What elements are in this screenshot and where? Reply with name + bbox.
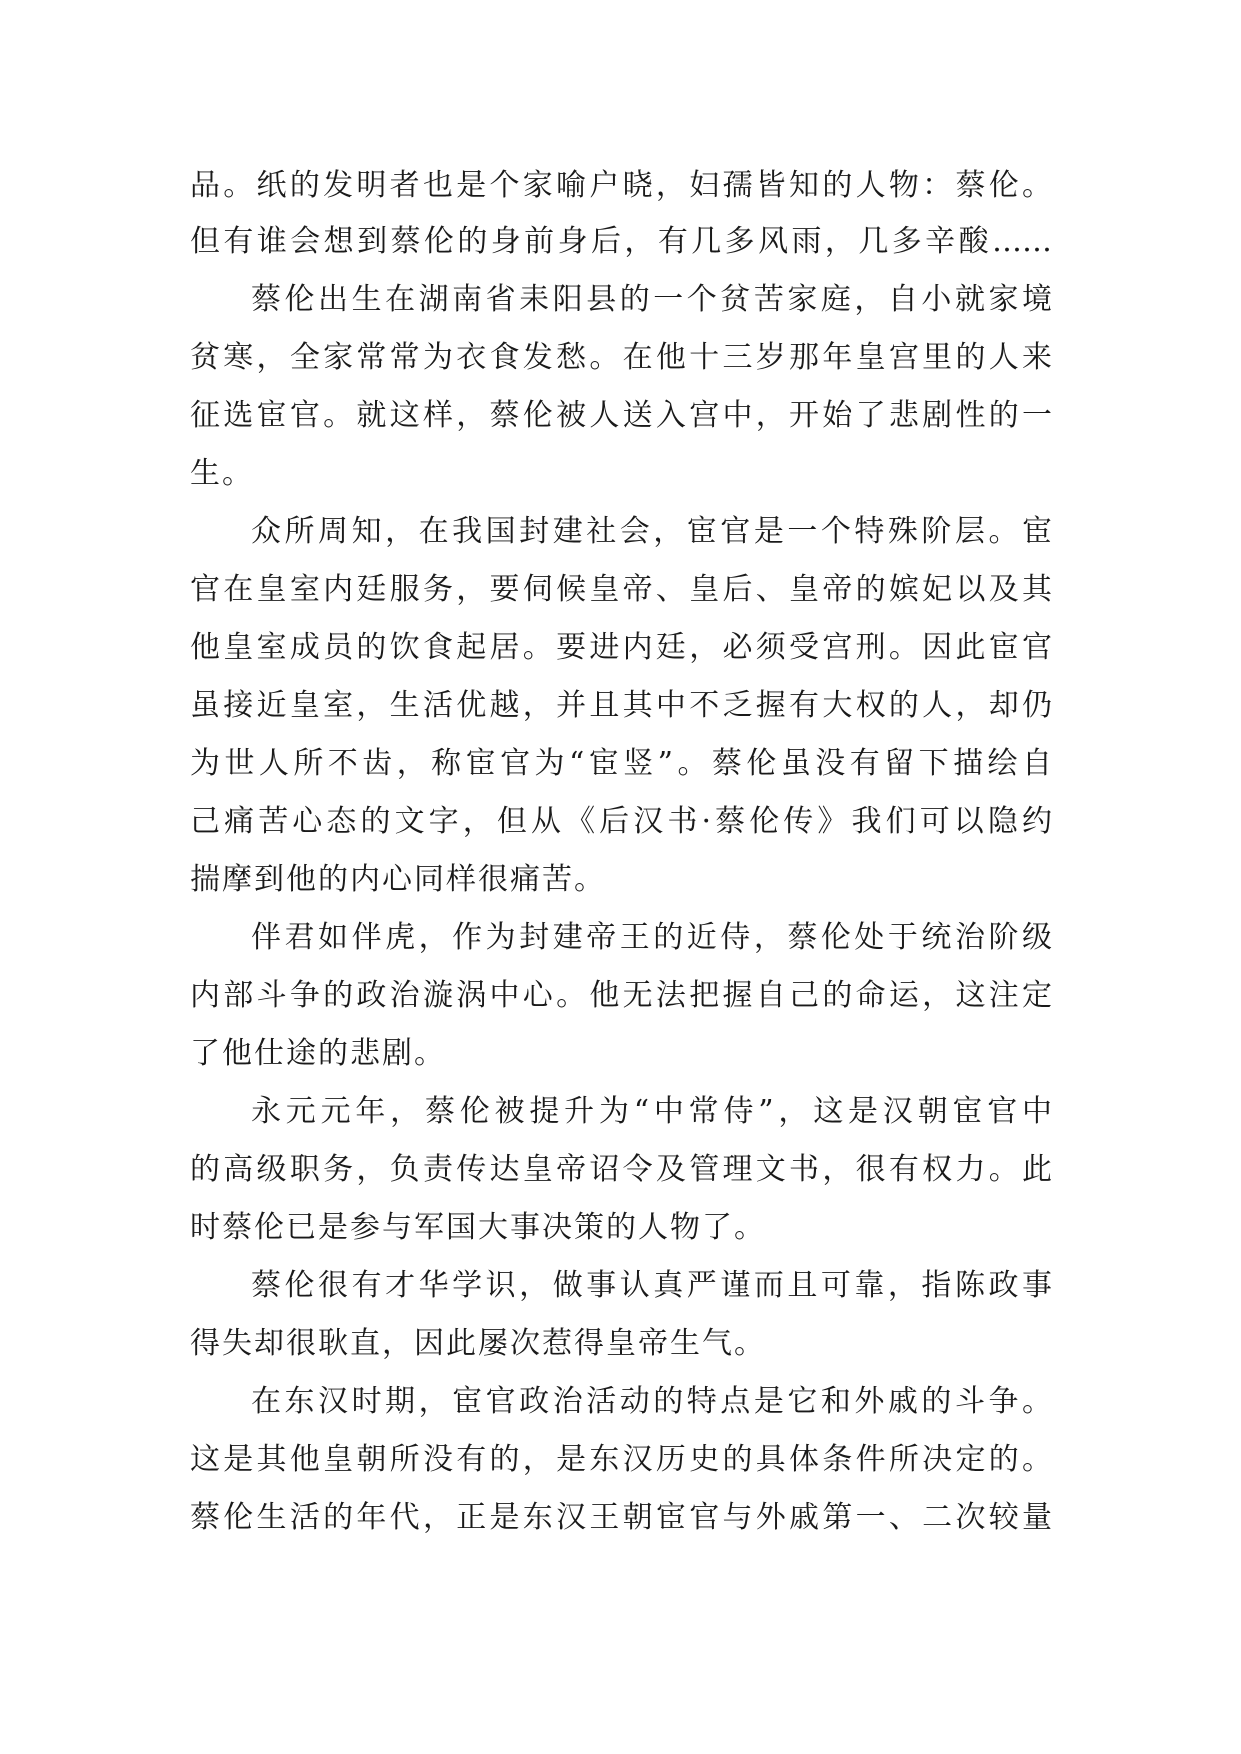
- text-line: 蔡伦很有才华学识，做事认真严谨而且可靠，指陈政事: [251, 1268, 1052, 1303]
- text-line: 伴君如伴虎，作为封建帝王的近侍，蔡伦处于统治阶级: [251, 920, 1052, 955]
- text-line: 贫寒，全家常常为衣食发愁。在他十三岁那年皇宫里的人来: [190, 340, 1052, 375]
- text-line: 内部斗争的政治漩涡中心。他无法把握自己的命运，这注定: [190, 978, 1052, 1013]
- text-line: 他皇室成员的饮食起居。要进内廷，必须受宫刑。因此宦官: [190, 630, 1052, 665]
- text-line: 永元元年，蔡伦被提升为“中常侍”，这是汉朝宦官中: [251, 1094, 1052, 1129]
- text-line: 的高级职务，负责传达皇帝诏令及管理文书，很有权力。此: [190, 1152, 1052, 1187]
- text-line: 生。: [190, 456, 254, 491]
- text-line: 官在皇室内廷服务，要伺候皇帝、皇后、皇帝的嫔妃以及其: [190, 572, 1052, 607]
- text-line: 蔡伦出生在湖南省耒阳县的一个贫苦家庭，自小就家境: [251, 282, 1052, 317]
- text-line: 在东汉时期，宦官政治活动的特点是它和外戚的斗争。: [251, 1384, 1052, 1419]
- text-line: 得失却很耿直，因此屡次惹得皇帝生气。: [190, 1326, 766, 1361]
- text-line: 征选宦官。就这样，蔡伦被人送入宫中，开始了悲剧性的一: [190, 398, 1052, 433]
- text-line: 众所周知，在我国封建社会，宦官是一个特殊阶层。宦: [251, 514, 1052, 549]
- text-line: 为世人所不齿，称宦官为“宦竖”。蔡伦虽没有留下描绘自: [190, 746, 1052, 781]
- text-line: 蔡伦生活的年代，正是东汉王朝宦官与外戚第一、二次较量: [190, 1500, 1052, 1535]
- text-line: 品。纸的发明者也是个家喻户晓，妇孺皆知的人物：蔡伦。: [190, 168, 1052, 203]
- text-line: 但有谁会想到蔡伦的身前身后，有几多风雨，几多辛酸……: [190, 224, 1052, 259]
- text-line: 这是其他皇朝所没有的，是东汉历史的具体条件所决定的。: [190, 1442, 1052, 1477]
- text-line: 己痛苦心态的文字，但从《后汉书·蔡伦传》我们可以隐约: [190, 804, 1052, 839]
- text-line: 揣摩到他的内心同样很痛苦。: [190, 862, 606, 897]
- text-line: 时蔡伦已是参与军国大事决策的人物了。: [190, 1210, 766, 1245]
- text-line: 虽接近皇室，生活优越，并且其中不乏握有大权的人，却仍: [190, 688, 1052, 723]
- text-line: 了他仕途的悲剧。: [190, 1036, 446, 1071]
